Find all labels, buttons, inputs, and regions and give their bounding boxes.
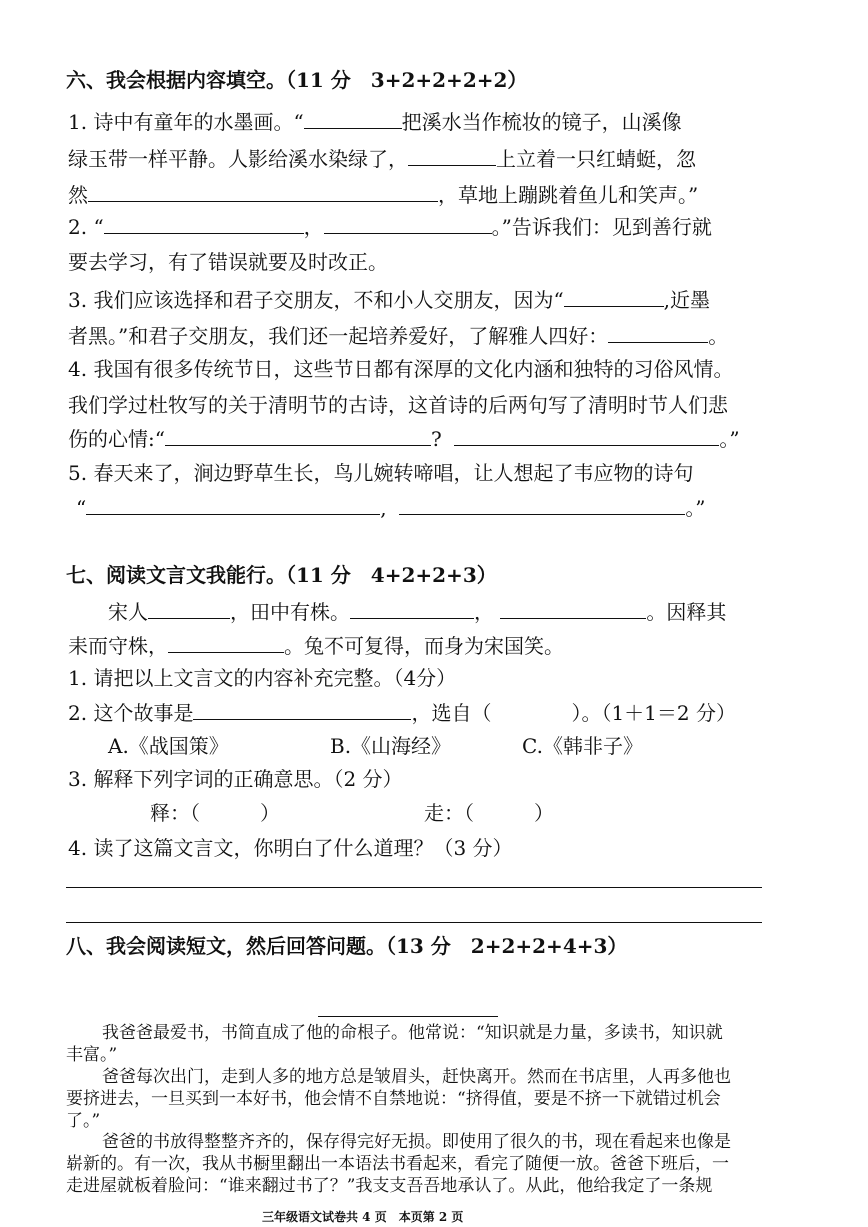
q7-4: 4. 读了这篇文言文，你明白了什么道理？（3 分） [68, 836, 513, 860]
q7-2-option-c[interactable]: C.《韩非子》 [522, 734, 643, 758]
passage-text: 宋人 [108, 600, 148, 624]
q6-3-text: 3. 我们应该选择和君子交朋友，不和小人交朋友，因为“ [68, 288, 564, 312]
q6-5-blank-2[interactable] [399, 494, 685, 515]
q6-1-line-1 [68, 108, 682, 135]
section-8-title: 八、我会阅读短文，然后回答问题。（13 分 2+2+2+4+3） [66, 934, 628, 958]
q6-1-blank-2[interactable] [408, 145, 496, 166]
q7-3-item-2[interactable]: 走：（ ） [424, 801, 554, 825]
q6-3-text: 者黑。”和君子交朋友，我们还一起培养爱好，了解雅人四好： [68, 324, 609, 348]
q6-5-line-2 [76, 494, 706, 521]
q6-4-line-1: 4. 我国有很多传统节日，这些节日都有深厚的文化内涵和独特的习俗风情。 [68, 357, 734, 381]
q6-1-line-2 [68, 145, 696, 172]
section-6-title: 六、我会根据内容填空。（11 分 3+2+2+2+2） [66, 68, 528, 92]
q7-2-blank[interactable] [193, 699, 411, 720]
q6-3-text: ,近墨 [663, 288, 711, 312]
q6-5-blank-1[interactable] [86, 494, 380, 515]
para-1-line-2: 丰富。” [66, 1045, 118, 1065]
q6-1-line-3 [68, 181, 698, 208]
para-2-line-2: 要挤进去，一旦买到一本好书，他会情不自禁地说：“挤得值，要是不挤一下就错过机会 [66, 1089, 721, 1109]
q7-3-item-1[interactable]: 释：（ ） [150, 801, 280, 825]
q6-3-line-1 [68, 286, 710, 313]
q6-4-blank-1[interactable] [165, 425, 431, 446]
q6-2-text: ， [303, 215, 324, 239]
passage-line-1 [108, 598, 726, 625]
q6-3-text: 。 [708, 324, 729, 348]
q6-2-text: 。”告诉我们：见到善行就 [491, 215, 712, 239]
q6-4-blank-2[interactable] [454, 425, 719, 446]
section-7-title: 七、阅读文言文我能行。（11 分 4+2+2+3） [66, 563, 497, 587]
q6-2-blank-1[interactable] [104, 213, 304, 234]
q7-2 [68, 699, 736, 726]
q7-2-text: 2. 这个故事是 [68, 701, 194, 725]
para-3-line-3: 走进屋就板着脸问：“谁来翻过书了？”我支支吾吾地承认了。从此，他给我定了一条规 [66, 1176, 713, 1196]
passage-blank-1[interactable] [148, 598, 230, 619]
q6-1-text: ，草地上蹦跳着鱼儿和笑声。” [438, 183, 699, 207]
q6-4-text: 。” [719, 427, 740, 451]
q7-2-option-a[interactable]: A.《战国策》 [108, 734, 229, 758]
q6-1-text: 上立着一只红蜻蜓，忽 [496, 147, 696, 171]
q6-1-text: 把溪水当作梳妆的镜子，山溪像 [401, 110, 682, 134]
q7-4-answer-line-2[interactable] [66, 922, 762, 923]
passage-blank-3[interactable] [500, 598, 646, 619]
q6-4-text: 伤的心情:“ [68, 427, 165, 451]
q6-5-line-1: 5. 春天来了，涧边野草生长，鸟儿婉转啼唱，让人想起了韦应物的诗句 [68, 461, 694, 485]
q6-1-text: 1. 诗中有童年的水墨画。“ [68, 110, 304, 134]
q6-3-line-2 [68, 322, 728, 349]
passage-text: ，田中有株。 [230, 600, 350, 624]
q6-5-text: 。” [685, 496, 706, 520]
para-1-line-1: 我爸爸最爱书，书简直成了他的命根子。他常说：“知识就是力量，多读书，知识就 [102, 1023, 723, 1043]
passage-blank-4[interactable] [168, 632, 284, 653]
q6-1-text: 然 [68, 183, 88, 207]
para-2-line-3: 了。” [66, 1111, 101, 1131]
q6-4-line-3 [68, 425, 740, 452]
passage-text: 。兔不可复得，而身为宋国笑。 [284, 634, 564, 658]
q6-5-text: , [380, 496, 387, 520]
q7-1: 1. 请把以上文言文的内容补充完整。（4分） [68, 666, 457, 690]
page-footer: 三年级语文试卷共 4 页 本页第 2 页 [262, 1210, 464, 1224]
passage-text: ， [474, 600, 494, 624]
para-3-line-2: 崭新的。有一次，我从书橱里翻出一本语法书看起来，看完了随便一放。爸爸下班后，一 [66, 1154, 729, 1174]
q6-1-text: 绿玉带一样平静。人影给溪水染绿了， [68, 147, 408, 171]
passage-text: 。因释其 [646, 600, 727, 624]
q6-5-text: “ [76, 496, 87, 520]
q7-4-answer-line-1[interactable] [66, 887, 762, 888]
q6-2-blank-2[interactable] [324, 213, 492, 234]
q6-2-text: 2. “ [68, 215, 104, 239]
para-3-line-1: 爸爸的书放得整整齐齐的，保存得完好无损。即使用了很久的书，现在看起来也像是 [102, 1132, 731, 1152]
para-2-line-1: 爸爸每次出门，走到人多的地方总是皱眉头，赶快离开。然而在书店里，人再多他也 [102, 1067, 731, 1087]
q6-4-line-2: 我们学过杜牧写的关于清明节的古诗，这首诗的后两句写了清明时节人们悲 [68, 393, 728, 417]
q7-2-text: ，选自（ ）。（1＋1＝2 分） [411, 701, 736, 725]
passage-blank-2[interactable] [350, 598, 474, 619]
passage-text: 耒而守株， [68, 634, 168, 658]
passage-line-2 [68, 632, 564, 659]
q6-3-blank-1[interactable] [564, 286, 664, 307]
q7-3: 3. 解释下列字词的正确意思。（2 分） [68, 767, 403, 791]
q6-2-line-1 [68, 213, 712, 240]
q6-1-blank-1[interactable] [304, 108, 402, 129]
article-title-blank[interactable] [318, 1016, 498, 1017]
q6-2-line-2: 要去学习，有了错误就要及时改正。 [68, 250, 388, 274]
q6-4-text: ? [430, 427, 442, 451]
q7-2-option-b[interactable]: B.《山海经》 [330, 734, 452, 758]
q6-3-blank-2[interactable] [608, 322, 708, 343]
q6-1-blank-3[interactable] [88, 181, 438, 202]
